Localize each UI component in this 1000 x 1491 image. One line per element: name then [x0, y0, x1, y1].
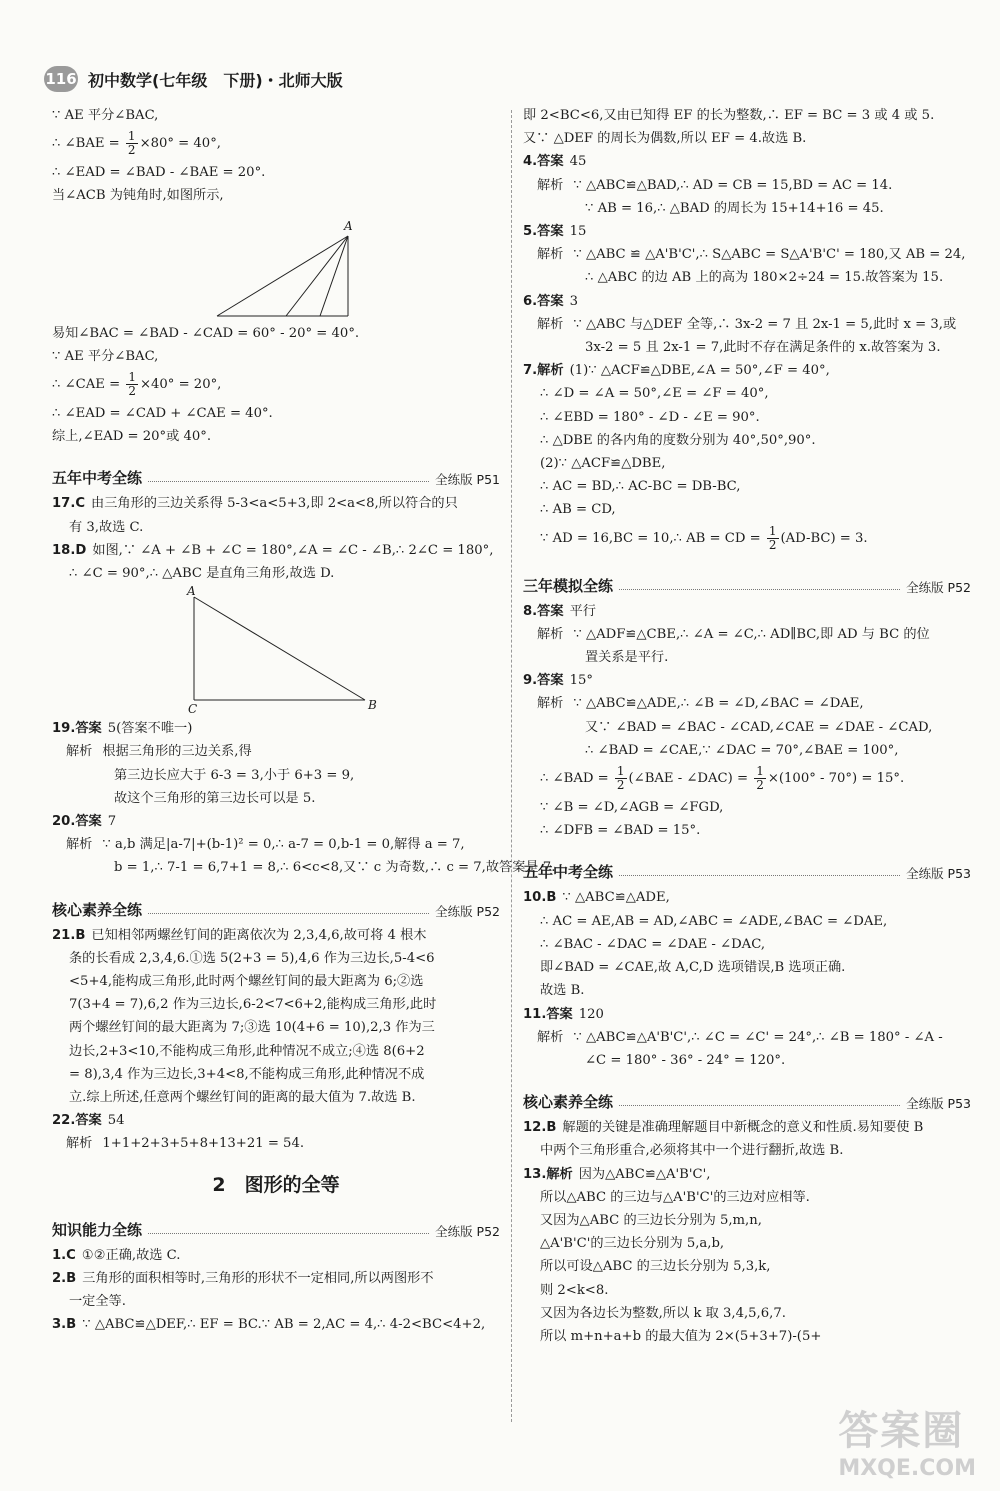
answer-3 — [52, 1313, 500, 1336]
denominator: 2 — [128, 384, 136, 399]
text: ∵ △ABC ≌ △A'B'C',∴ S△ABC = S△A'B'C' = 180,又 AB = 24, — [573, 247, 966, 263]
section-ref: 全练版 P52 — [435, 1223, 500, 1239]
question-number: 11.答案 — [523, 1006, 573, 1022]
question-number: 2.B — [52, 1270, 77, 1286]
text: ∵ AB = 16,∴ △BAD 的周长为 15+14+16 = 45. — [585, 200, 884, 216]
text-line: 所以可设△ABC 的三边长分别为 5,3,k, — [540, 1259, 771, 1275]
question-line — [52, 492, 500, 515]
explanation-line — [523, 336, 971, 359]
answer-value: 7 — [107, 814, 117, 830]
text-line: 边长,2+3<10,不能构成三角形,此种情况不成立;④选 8(6+2 — [69, 1043, 425, 1059]
fraction — [767, 525, 779, 552]
question-line — [523, 886, 971, 909]
explanation-tag: 解析 — [537, 247, 564, 263]
numerator: 1 — [756, 764, 764, 779]
question-number: 10.B — [523, 890, 557, 906]
explanation-tag: 解析 — [537, 626, 564, 642]
text: ∵ △ADF≌△CBE,∴ ∠A = ∠C,∴ AD∥BC,即 AD 与 BC 的位 — [573, 626, 930, 642]
answer-12 — [523, 1116, 971, 1162]
section-ref: 全练版 P53 — [906, 1096, 971, 1112]
page-number: 116 — [44, 66, 78, 92]
explanation-line — [52, 1132, 500, 1155]
left-top-lines — [52, 104, 500, 208]
explanation-line — [523, 243, 971, 266]
answer-value: 15 — [569, 224, 587, 240]
question-number: 5.答案 — [523, 224, 564, 240]
explanation-tag: 解析 — [537, 696, 564, 712]
right-column — [523, 104, 971, 1348]
explanation-line — [52, 740, 500, 763]
page-header — [44, 64, 343, 94]
section-ref: 全练版 P51 — [435, 472, 500, 488]
question-line — [52, 1267, 500, 1290]
text-line: 有 3,故选 C. — [69, 519, 144, 535]
section-header — [523, 562, 971, 596]
text-line: ∴ AB = CD, — [540, 502, 616, 518]
text-line: 易知∠BAC = ∠BAD - ∠CAD = 60° - 20° = 40°. — [52, 325, 360, 341]
section-ref: 全练版 P52 — [906, 579, 971, 595]
text: 由三角形的三边关系得 5-3<a<5+3,即 2<a<8,所以符合的只 — [91, 496, 458, 512]
section-title: 五年中考全练 — [52, 469, 143, 488]
answer-value: 15° — [569, 673, 593, 689]
text: ∴ △ABC 的边 AB 上的高为 180×2÷24 = 15.故答案为 15. — [585, 270, 944, 286]
text-line: 所以 m+n+a+b 的最大值为 2×(5+3+7)-(5+ — [540, 1328, 822, 1344]
question-line — [523, 220, 971, 243]
question-line — [523, 290, 971, 313]
text-line: = 8),3,4 作为三边长,3+4<8,不能构成三角形,此种情况不成 — [69, 1066, 425, 1082]
text: ∵ △ABC≌△A'B'C',∴ ∠C = ∠C' = 24°,∴ ∠B = 180° - ∠A - — [573, 1029, 943, 1045]
fig2-label-c: C — [188, 702, 198, 714]
text-line: 即 2<BC<6,又由已知得 EF 的长为整数,∴ EF = BC = 3 或 4 或 5. — [523, 108, 935, 123]
denominator: 2 — [756, 778, 764, 793]
explanation-line — [523, 1026, 971, 1049]
answer-7-fraction-line — [523, 522, 971, 556]
answer-10 — [523, 886, 971, 1002]
text-line: 即∠BAD = ∠CAE,故 A,C,D 选项错误,B 选项正确. — [540, 960, 846, 976]
text-line: ∴ ∠C = 90°,∴ △ABC 是直角三角形,故选 D. — [69, 566, 335, 582]
text: ∵ AD = 16,BC = 10,∴ AB = CD = — [540, 530, 765, 546]
explanation-line — [523, 266, 971, 289]
text: ×80° = 40°, — [139, 136, 221, 152]
question-number: 6.答案 — [523, 293, 564, 309]
text: ×(100° - 70°) = 15°. — [767, 771, 905, 787]
text: 解题的关键是准确理解题目中新概念的意义和性质.易知要使 B — [562, 1120, 924, 1136]
text: (1)∵ △ACF≌△DBE,∠A = 50°,∠F = 40°, — [569, 363, 830, 379]
answer-20 — [52, 810, 556, 880]
question-number: 19.答案 — [52, 721, 102, 737]
text-line: ∴ ∠DFB = ∠BAD = 15°. — [540, 823, 701, 839]
numerator: 1 — [128, 370, 136, 385]
answer-2 — [52, 1267, 500, 1313]
section-title: 三年模拟全练 — [523, 576, 614, 595]
question-line — [52, 810, 500, 833]
question-line — [523, 1163, 971, 1186]
text-line: (2)∵ △ACF≌△DBE, — [540, 456, 666, 472]
text-line: ∴ ∠D = ∠A = 50°,∠E = ∠F = 40°, — [540, 386, 769, 402]
text-line: 故选 B. — [540, 983, 585, 999]
watermark-url: MXQE.COM — [838, 1456, 976, 1481]
text: ∵ a,b 满足|a-7|+(b-1)² = 0,∴ a-7 = 0,b-1 = 0,解得 a = 7, — [102, 837, 465, 853]
text: 又∵ ∠BAD = ∠BAC - ∠CAD,∠CAE = ∠DAE - ∠CAD, — [585, 719, 933, 735]
text-line: ∵ AE 平分∠BAC, — [52, 108, 159, 123]
question-line — [523, 150, 971, 173]
question-number: 8.答案 — [523, 603, 564, 619]
question-line — [523, 600, 971, 623]
numerator: 1 — [768, 523, 777, 538]
question-line — [52, 1109, 500, 1132]
answer-8 — [523, 600, 971, 670]
question-number: 7.解析 — [523, 363, 564, 379]
question-number: 21.B — [52, 927, 86, 943]
explanation-line — [52, 787, 500, 810]
question-line — [523, 669, 971, 692]
text: ∴ ∠BAE = — [52, 136, 124, 152]
fraction — [126, 130, 138, 157]
question-line — [52, 717, 500, 740]
explanation-tag: 解析 — [537, 177, 564, 193]
text-line: ∴ △DBE 的各内角的度数分别为 40°,50°,90°. — [540, 432, 816, 448]
answer-5 — [523, 220, 971, 290]
text: ∵ △ABC 与△DEF 全等,∴ 3x-2 = 7 且 2x-1 = 5,此时 x = 3,或 — [573, 316, 957, 332]
question-line — [523, 1003, 971, 1026]
explanation-line — [523, 313, 971, 336]
section-title: 核心素养全练 — [52, 900, 143, 919]
section-title: 知识能力全练 — [52, 1220, 143, 1239]
answer-17 — [52, 492, 500, 538]
text-line: 又∵ △DEF 的周长为偶数,所以 EF = 4.故选 B. — [523, 131, 807, 147]
explanation-line — [523, 692, 971, 715]
text-line: 7(3+4 = 7),6,2 作为三边长,6-2<7<6+2,能构成三角形,此时 — [69, 997, 437, 1013]
explanation-tag: 解析 — [66, 744, 93, 760]
text-line: 所以△ABC 的三边与△A'B'C'的三边对应相等. — [540, 1189, 810, 1205]
text-line: 两个螺丝钉间的最大距离为 7;③选 10(4+6 = 10),2,3 作为三 — [69, 1020, 435, 1036]
text-line: ∴ ∠EAD = ∠CAD + ∠CAE = 40°. — [52, 406, 273, 422]
text-line: 立.综上所述,任意两个螺丝钉间的距离的最大值为 7.故选 B. — [69, 1090, 416, 1106]
section-ref: 全练版 P53 — [906, 866, 971, 882]
explanation-line — [52, 856, 556, 879]
answer-13 — [523, 1163, 971, 1349]
explanation-line — [523, 646, 971, 669]
text-line: ∴ ∠EAD = ∠BAD - ∠BAE = 20°. — [52, 165, 266, 181]
section-leader — [148, 1233, 429, 1234]
section-title: 五年中考全练 — [523, 863, 614, 882]
text: 置关系是平行. — [585, 650, 669, 666]
question-number: 12.B — [523, 1120, 557, 1136]
answer-9 — [523, 669, 971, 762]
text-line: 又因为各边长为整数,所以 k 取 3,4,5,6,7. — [540, 1305, 786, 1321]
answer-value: 45 — [569, 154, 587, 170]
text-line: ∵ AE 平分∠BAC, — [52, 348, 159, 364]
watermark-logo — [838, 1399, 976, 1481]
denominator: 2 — [127, 143, 136, 158]
answer-19 — [52, 717, 500, 810]
text-line: ∵ ∠B = ∠D,∠AGB = ∠FGD, — [540, 800, 724, 816]
text: ∵ △ABC≌△ADE, — [562, 890, 670, 906]
section-title: 核心素养全练 — [523, 1093, 614, 1112]
answer-1 — [52, 1244, 500, 1267]
question-number: 20.答案 — [52, 814, 102, 830]
denominator: 2 — [768, 537, 777, 552]
text-line: ∴ ∠BAC - ∠DAC = ∠DAE - ∠DAC, — [540, 936, 766, 952]
answer-value: 3 — [569, 293, 578, 309]
text: 已知相邻两螺丝钉间的距离依次为 2,3,4,6,故可将 4 根木 — [91, 927, 427, 943]
explanation-line — [52, 764, 500, 787]
text: 因为△ABC≌△A'B'C', — [578, 1166, 711, 1182]
fig2-label-b: B — [368, 698, 377, 713]
text: 3x-2 = 5 且 2x-1 = 7,此时不存在满足条件的 x.故答案为 3. — [585, 340, 941, 356]
text: ∴ ∠BAD = — [540, 771, 613, 787]
explanation-line — [523, 739, 971, 762]
question-number: 3.B — [52, 1317, 77, 1333]
fraction-line — [52, 127, 500, 161]
text: b = 1,∴ 7-1 = 6,7+1 = 8,∴ 6<c<8,又∵ c 为奇数,∴ c = 7,故答案是 7. — [114, 860, 556, 876]
explanation-line — [523, 197, 971, 220]
question-number: 22.答案 — [52, 1113, 102, 1129]
text: ∴ ∠BAD = ∠CAE,∵ ∠DAC = 70°,∠BAE = 100°, — [585, 742, 899, 758]
explanation-tag: 解析 — [537, 1029, 564, 1045]
question-line — [52, 1313, 500, 1336]
section-header — [523, 1078, 971, 1112]
section-leader — [148, 481, 429, 482]
right-top-lines — [523, 104, 971, 150]
fraction — [754, 765, 766, 792]
question-number: 1.C — [52, 1247, 76, 1263]
explanation-tag: 解析 — [66, 1136, 93, 1152]
answer-value: 5(答案不唯一) — [107, 721, 193, 737]
answer-21 — [52, 924, 500, 1110]
answer-4 — [523, 150, 971, 220]
explanation-line — [523, 174, 971, 197]
text-line: 条的长看成 2,3,4,6.①选 5(2+3 = 5),4,6 作为三边长,5-4<6 — [69, 950, 435, 966]
answer-18 — [52, 539, 500, 585]
fig1-label-a: A — [344, 218, 353, 233]
section-header — [523, 848, 971, 882]
section-header — [52, 886, 500, 920]
text: 如图,∵ ∠A + ∠B + ∠C = 180°,∠A = ∠C - ∠B,∴ 2∠C = 180°, — [92, 542, 494, 558]
book-title: 初中数学(七年级 下册)・北师大版 — [88, 70, 343, 90]
question-line — [52, 924, 500, 947]
fig2-label-a: A — [187, 585, 196, 599]
text: 故这个三角形的第三边长可以是 5. — [114, 790, 316, 806]
answer-value: 54 — [107, 1113, 125, 1129]
answer-9-fraction-line — [523, 762, 971, 796]
explanation-line — [523, 623, 971, 646]
fraction-line — [52, 368, 500, 402]
text: ∠C = 180° - 36° - 24° = 120°. — [585, 1052, 786, 1068]
column-divider — [511, 110, 512, 1422]
question-number: 9.答案 — [523, 673, 564, 689]
answer-11 — [523, 1003, 971, 1073]
explanation-tag: 解析 — [66, 837, 93, 853]
question-number: 4.答案 — [523, 154, 564, 170]
left-after-figure1 — [52, 322, 500, 449]
question-number: 13.解析 — [523, 1166, 573, 1182]
answer-7 — [523, 359, 971, 521]
section-leader — [148, 913, 429, 914]
question-number: 18.D — [52, 542, 87, 558]
answer-22 — [52, 1109, 500, 1155]
text: ∴ ∠CAE = — [52, 377, 125, 393]
question-line — [523, 359, 971, 382]
question-line — [52, 1244, 500, 1267]
text-line: <5+4,能构成三角形,此时两个螺丝钉间的最大距离为 6;②选 — [69, 974, 424, 990]
text-line: △A'B'C'的三边长分别为 5,a,b, — [540, 1236, 725, 1252]
text-line: 中两个三角形重合,必须将其中一个进行翻折,故选 B. — [540, 1143, 844, 1159]
answer-value: 平行 — [569, 603, 596, 619]
text: (AD-BC) = 3. — [780, 530, 868, 546]
figure-obtuse-triangle — [52, 208, 500, 318]
fraction — [126, 371, 138, 398]
text-line: 当∠ACB 为钝角时,如图所示, — [52, 188, 224, 204]
answer-value: 120 — [578, 1006, 604, 1022]
explanation-line — [52, 833, 500, 856]
explanation-line — [523, 716, 971, 739]
text: ∵ △ABC≌△BAD,∴ AD = CB = 15,BD = AC = 14. — [573, 177, 893, 193]
question-line — [52, 539, 500, 562]
section-header — [52, 1206, 500, 1240]
text: (∠BAE - ∠DAC) = — [628, 771, 753, 787]
figure-right-triangle — [52, 585, 500, 713]
chapter-title: 2 图形的全等 — [212, 1173, 340, 1196]
section-leader — [619, 1105, 900, 1106]
explanation-tag: 解析 — [537, 316, 564, 332]
text: 根据三角形的三边关系,得 — [102, 744, 252, 760]
text-line: 则 2<k<8. — [540, 1282, 609, 1298]
section-leader — [619, 875, 900, 876]
answer-6 — [523, 290, 971, 360]
numerator: 1 — [127, 129, 136, 144]
denominator: 2 — [616, 778, 625, 793]
text: ①②正确,故选 C. — [81, 1247, 181, 1263]
text-line: 一定全等. — [69, 1294, 126, 1310]
explanation-line — [523, 1049, 971, 1072]
section-ref: 全练版 P52 — [435, 903, 500, 919]
question-number: 17.C — [52, 496, 86, 512]
fraction — [615, 765, 627, 792]
watermark-text: 答案圈 — [838, 1408, 965, 1454]
text-line: 又因为△ABC 的三边长分别为 5,m,n, — [540, 1212, 762, 1228]
text: 第三边长应大于 6-3 = 3,小于 6+3 = 9, — [114, 767, 355, 783]
answer-9-rest — [523, 796, 971, 842]
text-line: 综上,∠EAD = 20°或 40°. — [52, 429, 212, 445]
text: ∵ △ABC≌△ADE,∴ ∠B = ∠D,∠BAC = ∠DAE, — [573, 696, 864, 712]
text-line: ∴ AC = BD,∴ AC-BC = DB-BC, — [540, 479, 741, 495]
text-line: ∴ ∠EBD = 180° - ∠D - ∠E = 90°. — [540, 409, 760, 425]
text: 三角形的面积相等时,三角形的形状不一定相同,所以两图形不 — [82, 1270, 434, 1286]
numerator: 1 — [616, 764, 625, 779]
section-leader — [619, 589, 900, 590]
question-line — [523, 1116, 971, 1139]
section-header — [52, 454, 500, 488]
text: ∵ △ABC≌△DEF,∴ EF = BC.∵ AB = 2,AC = 4,∴ 4-2<BC<4+2, — [82, 1317, 486, 1333]
text-line: ∴ AC = AE,AB = AD,∠ABC = ∠ADE,∠BAC = ∠DAE, — [540, 913, 888, 929]
text: ×40° = 20°, — [139, 377, 222, 393]
text: 1+1+2+3+5+8+13+21 = 54. — [102, 1136, 305, 1152]
